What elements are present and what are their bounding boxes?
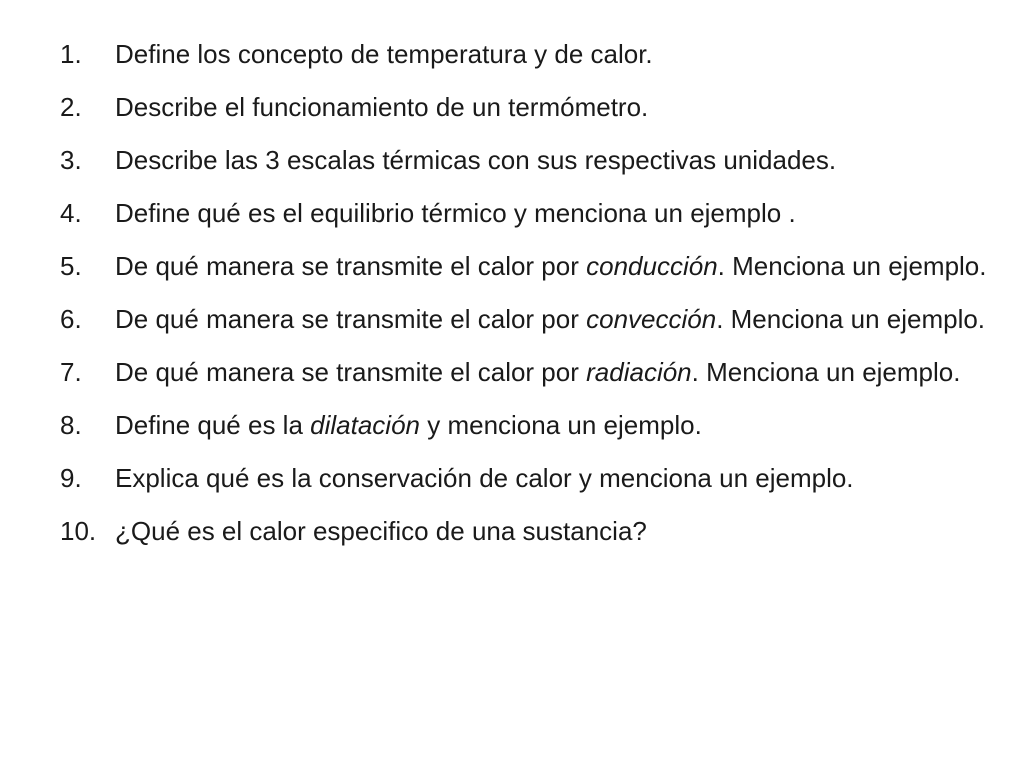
question-number: 6. — [60, 304, 82, 334]
question-list — [60, 38, 990, 568]
question-text — [115, 409, 990, 441]
question-text — [115, 38, 990, 70]
question-text-part: Explica qué es la conservación de calor y menciona un ejemplo. — [115, 463, 854, 493]
question-number: 2. — [60, 92, 82, 122]
question-item — [60, 409, 990, 441]
question-number: 10. — [60, 516, 97, 546]
question-number: 1. — [60, 39, 82, 69]
question-number: 3. — [60, 145, 82, 175]
question-text-part: De qué manera se transmite el calor por — [115, 251, 587, 281]
question-text-part: . Menciona un ejemplo. — [691, 357, 961, 387]
question-text — [115, 356, 990, 388]
question-text — [115, 250, 990, 282]
question-item — [60, 356, 990, 388]
question-text-part: De qué manera se transmite el calor por — [115, 304, 587, 334]
question-item — [60, 462, 990, 494]
question-number: 4. — [60, 198, 82, 228]
question-item — [60, 38, 990, 70]
question-text-part: Describe las 3 escalas térmicas con sus respectivas unidades. — [115, 145, 837, 175]
question-text-part: Define qué es la — [115, 410, 311, 440]
question-item — [60, 144, 990, 176]
question-term: dilatación — [310, 410, 420, 440]
question-text — [115, 144, 990, 176]
question-term: convección — [586, 304, 717, 334]
question-text-part: ¿Qué es el calor especifico de una sustancia? — [115, 516, 647, 546]
question-item — [60, 197, 990, 229]
question-number: 7. — [60, 357, 82, 387]
question-item — [60, 250, 990, 282]
question-text — [115, 303, 990, 335]
question-text-part: Define qué es el equilibrio térmico y menciona un ejemplo . — [115, 198, 796, 228]
question-text — [115, 91, 990, 123]
question-text-part: y menciona un ejemplo. — [420, 410, 702, 440]
question-text-part: Define los concepto de temperatura y de calor. — [115, 39, 653, 69]
question-item — [60, 515, 990, 547]
question-text — [115, 515, 990, 547]
question-text-part: Describe el funcionamiento de un termómetro. — [115, 92, 649, 122]
question-item — [60, 303, 990, 335]
question-text-part: De qué manera se transmite el calor por — [115, 357, 587, 387]
question-term: conducción — [586, 251, 718, 281]
question-item — [60, 91, 990, 123]
question-number: 8. — [60, 410, 82, 440]
question-number: 9. — [60, 463, 82, 493]
question-term: radiación — [586, 357, 692, 387]
question-text-part: . Menciona un ejemplo. — [716, 304, 986, 334]
question-text — [115, 462, 990, 494]
question-number: 5. — [60, 251, 82, 281]
question-text-part: . Menciona un ejemplo. — [717, 251, 987, 281]
question-text — [115, 197, 990, 229]
